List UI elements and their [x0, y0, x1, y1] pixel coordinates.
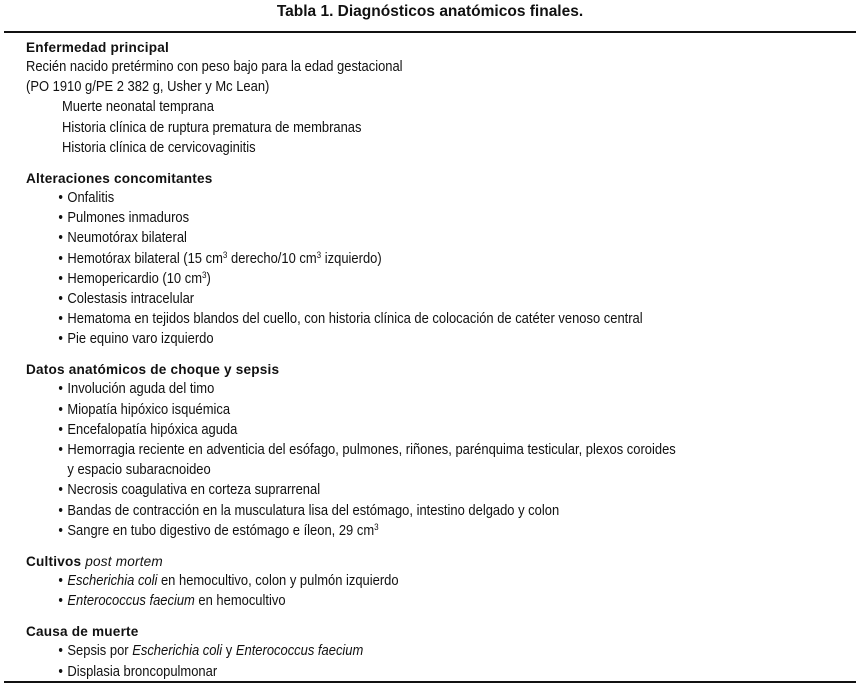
section-heading: Enfermedad principal: [26, 40, 169, 55]
text-line: (PO 1910 g/PE 2 382 g, Usher y Mc Lean): [26, 79, 270, 96]
bullet-icon: •: [58, 442, 63, 458]
bullet-icon: •: [58, 311, 63, 328]
list-item-text: y: [222, 643, 236, 660]
list-item: Muerte neonatal temprana: [62, 99, 214, 116]
list-item: [26, 289, 764, 309]
section-heading: Causa de muerte: [26, 624, 139, 640]
list-item-continuation: y espacio subaracnoideo: [67, 462, 211, 479]
list-item-text: Hemorragia reciente en adventicia del esófago, pulmones, riñones, parénquima testicular, plexos coroides: [67, 442, 676, 458]
bullet-icon: •: [58, 401, 63, 418]
list-item-text: Hemopericardio (10 cm: [67, 270, 203, 287]
organism-name: Escherichia coli: [67, 572, 158, 589]
list-item-text: Colestasis intracelular: [67, 290, 195, 307]
bullet-icon: •: [58, 502, 63, 519]
list-item: [26, 379, 764, 399]
list-item: [26, 329, 764, 349]
list-item-text: derecho/10 cm: [227, 250, 317, 267]
text-line: Recién nacido pretérmino con peso bajo para la edad gestacional: [26, 59, 403, 75]
list-item-text: Pie equino varo izquierdo: [67, 331, 214, 348]
bullet-icon: •: [58, 482, 63, 499]
section-heading-italic: post mortem: [85, 553, 163, 569]
list-item-text: Onfalitis: [67, 189, 115, 206]
list-item: [26, 420, 764, 440]
section-enfermedad-principal: [26, 38, 846, 158]
organism-name: Enterococcus faecium: [67, 593, 195, 610]
list-item: [26, 228, 764, 248]
bullet-icon: •: [58, 643, 63, 660]
bottom-rule: [4, 681, 856, 683]
list-item: [26, 480, 764, 500]
list-item-text: Neumotórax bilateral: [67, 230, 187, 247]
list-item-text: en hemocultivo, colon y pulmón izquierdo: [157, 572, 399, 589]
list-item: [26, 249, 764, 269]
superscript: 3: [202, 269, 207, 280]
bullet-icon: •: [58, 250, 63, 267]
bullet-icon: •: [58, 593, 63, 610]
list-item-text: Hematoma en tejidos blandos del cuello, con historia clínica de colocación de catéter venoso central: [67, 311, 643, 328]
superscript: 3: [316, 249, 322, 260]
section-cultivos: [26, 552, 846, 611]
list-item-text: Sangre en tubo digestivo de estómago e íleon, 29 cm: [67, 522, 375, 539]
bullet-icon: •: [58, 381, 63, 398]
bullet-icon: •: [58, 331, 63, 348]
bullet-icon: •: [58, 290, 63, 307]
list-item-text: ): [206, 270, 211, 287]
list-item-text: izquierdo): [321, 250, 382, 267]
section-heading-text: Cultivos: [26, 553, 82, 569]
bullet-icon: •: [58, 230, 63, 247]
superscript: 3: [222, 249, 228, 260]
list-item-text: Encefalopatía hipóxica aguda: [67, 421, 238, 438]
bullet-icon: •: [58, 421, 63, 438]
bullet-icon: •: [58, 210, 63, 227]
list-item: [26, 188, 764, 208]
list-item-text: Hemotórax bilateral (15 cm: [67, 250, 223, 267]
top-rule: [4, 31, 856, 33]
list-item: Historia clínica de ruptura prematura de membranas: [62, 119, 362, 136]
list-item: [26, 591, 764, 611]
table-body: [26, 36, 846, 682]
list-item: [26, 501, 764, 521]
list-item: [26, 400, 764, 420]
list-item: [26, 521, 764, 541]
list-item: [26, 641, 764, 661]
bullet-icon: •: [58, 270, 63, 287]
list-item-text: Pulmones inmaduros: [67, 210, 190, 227]
list-item-text: Sepsis por: [67, 643, 133, 660]
organism-name: Escherichia coli: [132, 643, 223, 660]
list-item: [26, 571, 764, 591]
section-datos-anatomicos: [26, 360, 846, 541]
list-item: Historia clínica de cervicovaginitis: [62, 139, 256, 156]
list-item-text: Involución aguda del timo: [67, 381, 215, 398]
section-alteraciones: [26, 169, 846, 350]
section-heading: [26, 552, 846, 571]
list-item: [26, 269, 764, 289]
bullet-icon: •: [58, 189, 63, 206]
list-item-text: en hemocultivo: [194, 593, 286, 610]
section-heading: Alteraciones concomitantes: [26, 170, 213, 186]
organism-name: Enterococcus faecium: [235, 643, 364, 660]
superscript: 3: [374, 521, 379, 532]
section-causa-muerte: [26, 622, 846, 681]
list-item: [26, 662, 764, 682]
list-item-text: Displasia broncopulmonar: [67, 663, 218, 680]
bullet-icon: •: [58, 522, 63, 539]
bullet-icon: •: [58, 663, 63, 680]
section-heading: Datos anatómicos de choque y sepsis: [26, 362, 280, 378]
list-item-text: Miopatía hipóxico isquémica: [67, 401, 231, 418]
list-item-text: Necrosis coagulativa en corteza suprarrenal: [67, 482, 321, 499]
bullet-icon: •: [58, 572, 63, 589]
table-title: Tabla 1. Diagnósticos anatómicos finales.: [276, 3, 584, 20]
list-item: [26, 208, 764, 228]
list-item: [26, 309, 764, 329]
list-item-text: Bandas de contracción en la musculatura lisa del estómago, intestino delgado y colon: [67, 502, 560, 519]
list-item: [26, 440, 764, 460]
